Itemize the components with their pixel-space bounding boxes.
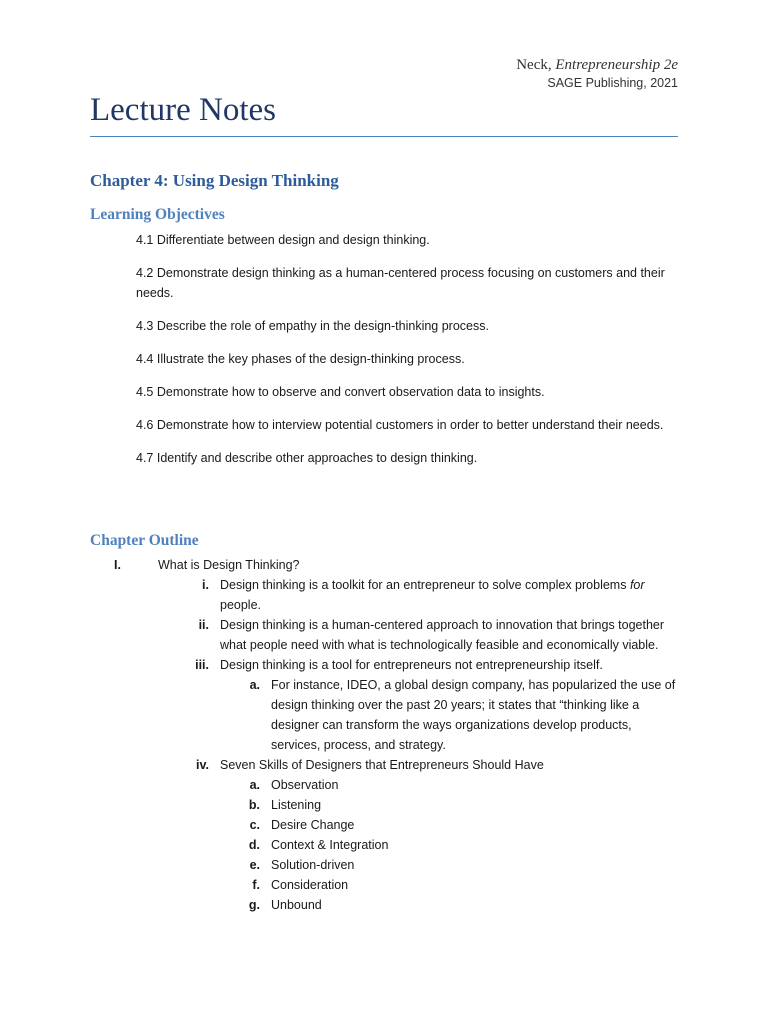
outline-marker: a. [249, 678, 260, 692]
chapter-outline-heading: Chapter Outline [90, 532, 199, 549]
skill-item: Context & Integration [271, 838, 389, 852]
objective-item: 4.6 Demonstrate how to interview potential customers in order to better understand their needs. [136, 418, 664, 432]
document-title: Lecture Notes [90, 92, 276, 128]
outline-marker: c. [249, 818, 260, 832]
header-book-title: Entrepreneurship 2e [555, 57, 678, 73]
objective-item: 4.2 Demonstrate design thinking as a human-centered process focusing on customers and their needs. [136, 266, 665, 300]
objective-item: 4.7 Identify and describe other approaches to design thinking. [136, 451, 478, 465]
outline-marker: d. [248, 838, 260, 852]
outline-marker: iv. [196, 758, 209, 772]
header-citation [516, 56, 678, 75]
title-divider [90, 136, 678, 137]
learning-objectives-heading: Learning Objectives [90, 206, 225, 223]
outline-marker: a. [249, 778, 260, 792]
objective-item: 4.4 Illustrate the key phases of the design-thinking process. [136, 352, 465, 366]
chapter-heading: Chapter 4: Using Design Thinking [90, 171, 339, 190]
outline-item: Design thinking is a human-centered approach to innovation that brings together [220, 618, 665, 632]
outline-item: Design thinking is a toolkit for an entrepreneur to solve complex problems for [220, 578, 645, 592]
outline-marker: b. [248, 798, 260, 812]
outline-marker: I. [114, 558, 121, 572]
header-publisher: SAGE Publishing, 2021 [547, 76, 678, 90]
objective-item: 4.1 Differentiate between design and design thinking. [136, 233, 430, 247]
header-author: Neck, [516, 57, 552, 73]
outline-subitem-continuation: design thinking over the past 20 years; it states that “thinking like a [271, 698, 640, 712]
learning-objectives-list [136, 230, 681, 481]
outline-marker: i. [202, 578, 209, 592]
skill-item: Consideration [271, 878, 349, 892]
outline-marker: iii. [195, 658, 209, 672]
outline-marker: g. [248, 898, 260, 912]
outline-item: Design thinking is a tool for entrepreneurs not entrepreneurship itself. [220, 658, 603, 672]
outline-item: What is Design Thinking? [158, 558, 300, 572]
outline-marker: f. [252, 878, 260, 892]
outline-marker: e. [249, 858, 260, 872]
objective-item: 4.3 Describe the role of empathy in the design-thinking process. [136, 319, 489, 333]
skill-item: Unbound [271, 898, 322, 912]
outline-item-continuation: what people need with what is technologically feasible and economically viable. [220, 638, 659, 652]
skill-item: Desire Change [271, 818, 355, 832]
outline-item: Seven Skills of Designers that Entrepreneurs Should Have [220, 758, 544, 772]
outline-subitem-continuation: services, process, and strategy. [271, 738, 446, 752]
skill-item: Observation [271, 778, 339, 792]
skill-item: Solution-driven [271, 858, 355, 872]
outline-marker: ii. [198, 618, 209, 632]
objective-item: 4.5 Demonstrate how to observe and convert observation data to insights. [136, 385, 545, 399]
outline-item-continuation: people. [220, 598, 262, 612]
outline-subitem: For instance, IDEO, a global design company, has popularized the use of [271, 678, 676, 692]
skill-item: Listening [271, 798, 322, 812]
running-header [516, 56, 678, 92]
outline-subitem-continuation: designer can transform the ways organizations develop products, [271, 718, 632, 732]
